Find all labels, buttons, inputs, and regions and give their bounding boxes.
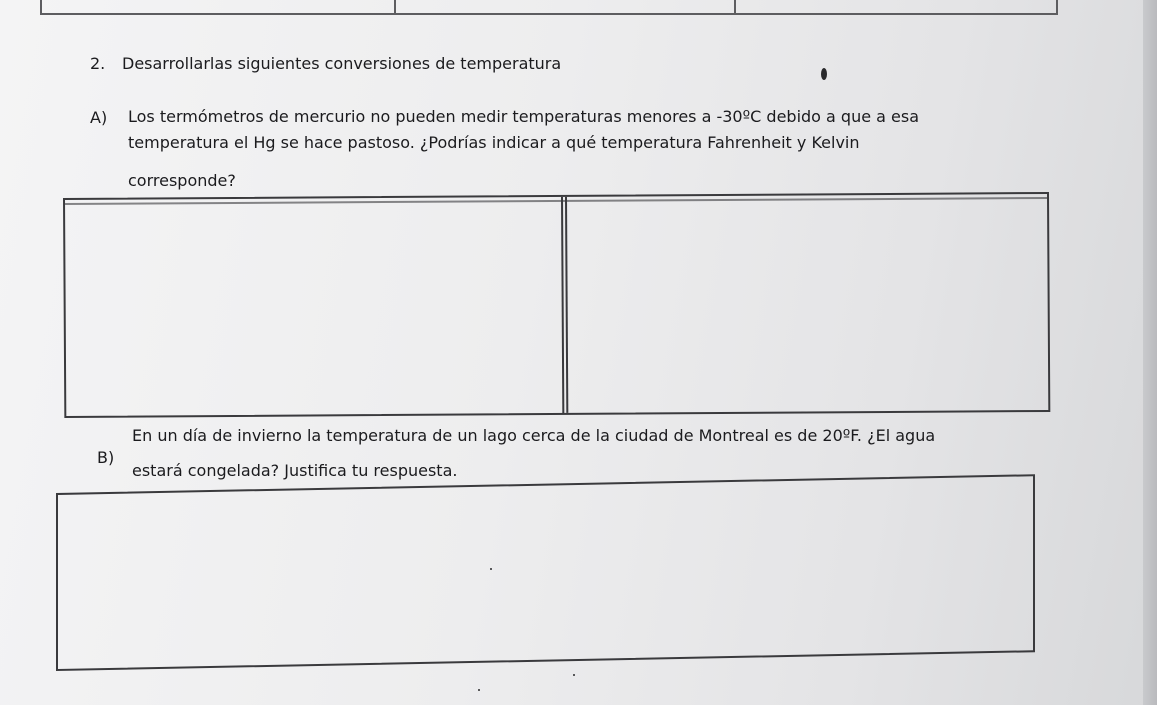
part-a-line-2: temperatura el Hg se hace pastoso. ¿Podrías indicar a qué temperatura Fahrenheit y Kelvin	[128, 133, 860, 152]
part-b-line-2: estará congelada? Justifica tu respuesta.	[132, 461, 458, 480]
part-b-answer-box[interactable]	[56, 474, 1035, 671]
cell-divider	[565, 197, 568, 413]
part-a-line-3: corresponde?	[128, 171, 236, 190]
part-a-line-1: Los termómetros de mercurio no pueden medir temperaturas menores a -30ºC debido a que a esa	[128, 107, 920, 126]
table-divider	[394, 0, 396, 15]
pen-dot	[490, 568, 492, 570]
part-b-label: B)	[97, 448, 115, 467]
page-edge	[1143, 0, 1157, 705]
part-a-answer-box[interactable]	[63, 192, 1050, 418]
part-b-line-1: En un día de invierno la temperatura de un lago cerca de la ciudad de Montreal es de 20ºF. ¿El agua	[132, 426, 936, 445]
pen-dot	[478, 689, 480, 691]
question-number: 2.	[90, 54, 106, 73]
part-a-label: A)	[90, 108, 108, 127]
part-a-answer-cell-left[interactable]	[65, 197, 564, 416]
pen-mark	[821, 68, 827, 80]
pen-dot	[573, 674, 575, 676]
question-title: Desarrollarlas siguientes conversiones de temperatura	[122, 54, 562, 73]
table-divider	[734, 0, 736, 15]
previous-answer-table	[40, 0, 1058, 15]
